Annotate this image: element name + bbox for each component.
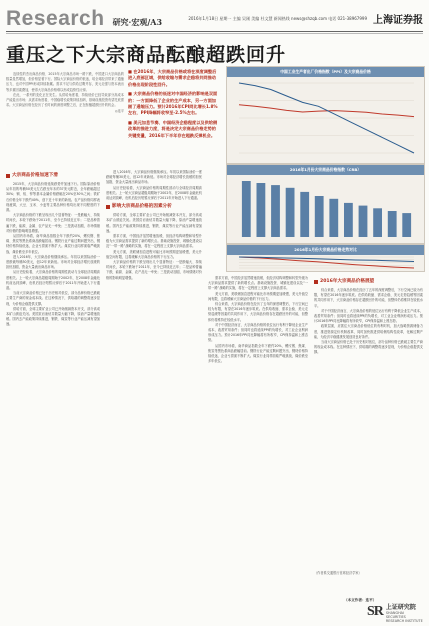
chart-compare-svg — [227, 245, 424, 271]
brand-sub: SHANGHAI SECURITIES RESEARCH INSTITUTE — [385, 610, 423, 623]
pull-quote: ■ 大宗商品价格的低迷对中国经济的影响是双面的：一方面降低了企业的生产成本，另一方面加剧了通缩压力。预计2016年CPI同比增长1.8%左右，PPI降幅将收窄至-2.5%左右。 — [128, 91, 218, 116]
pull-quote: ■ 在2016年，大宗商品价格或将在深度调整后进入底部区域，供给收缩与需求企稳将共同推动价格出现阶段性回升。 — [128, 69, 217, 87]
issue-meta: 2016年1月18日 星期一 主编 吴刚 美编 杜文慧 新闻热线 news@shzqb.com 电话 021-38967999 — [188, 15, 367, 21]
body-paragraph: 大宗商品价格的下跌呈现出几个显著特征：一是跌幅大、持续时间长，本轮下跌始于2011年，至今已持续近五年；二是品种普遍下跌，能源、金属、农产品无一幸免；三是波动加剧，市场情绪对价格的影响明显增强。 — [6, 213, 100, 233]
bar — [286, 188, 295, 237]
page-header — [6, 6, 423, 36]
masthead: 上海证券报 — [373, 15, 423, 26]
bar — [315, 196, 324, 237]
body-paragraph: 大宗商品价格的下跌呈现出几个显著特征：一是跌幅大、持续时间长，本轮下跌始于2011年，至今已持续近五年；二是品种普遍下跌，能源、金属、农产品无一幸免；三是波动加剧，市场情绪对价格的影响明显增强。 — [106, 260, 202, 280]
body-paragraph: 供给方面，全球主要矿业公司已开始削减资本开支，部分高成本矿山被迫关闭。美国页岩油钻井数量大幅下降，原油产量增速放缓。国内去产能政策持续推进，钢铁、煤炭等行业产能压减有望加速。 — [106, 213, 202, 233]
brand-name: 上证研究院 — [385, 603, 416, 611]
body-paragraph: 进入2016年，大宗商品价格继续承压。年初以来国际油价一度跌破每桶30美元，创12年来新低。市场对全球经济增长放缓的担忧加剧，资金大量流出商品市场。 — [106, 170, 202, 185]
body-paragraph: 综合来看，大宗商品价格在经历了五年的深度调整后，下行空间已较为有限，有望在2016年逐步筑底。在供给收缩、需求企稳、美元走势趋缓等因素的共同作用下，大宗商品价格存在超跌回升的可能，但整体仍将维持在较低水平。 — [314, 288, 423, 308]
bar — [344, 203, 353, 237]
body-paragraph: 2015年，大宗商品价格延续跌势并加速下行。国际原油价格从年初的每桶50美元左右跌至年末的37美元附近，全年跌幅超过30%；铜、铝、锌等基本金属价格跌幅在20%至30%之间；铁矿石价格全年下跌约40%，创下近十年来的新低。农产品价格同样表现疲弱，大豆、玉米、小麦等主要品种价格均出现不同程度的下滑。 — [6, 182, 100, 213]
article-summary — [6, 72, 124, 115]
chart-ppi — [226, 66, 425, 164]
subhead-marker — [106, 205, 110, 209]
summary-paragraph: 连续性的杰出商品价格、2015年大宗商品市场一路下跌，中国进口大宗商品的数量虽然增加，但价格显著下行。国际大宗商品价格的低迷，给全球经济带来了通缩压力，也对中国PPI形成持续拖累。需求不足与供给过剩并存，美元走强与资本流出等多重因素叠加，使得大宗商品价格难以形成趋势性反弹。 — [6, 72, 124, 92]
author-tag: （本文作者：连平） — [344, 598, 377, 602]
subhead: 影响大宗商品价格的因素分析 — [106, 203, 202, 211]
bar — [242, 181, 251, 237]
summary-paragraph: 在此，一系列的变化正在发生。从供给角度看，持续低价已经导致部分高成本产能退出市场；从需求角度看，中国稳增长政策持续加码，基础设施投资有望托底需求。大宗商品价格在经历了长时间的深度调整之后，正在酝酿超跌回升的机会。 — [6, 92, 124, 108]
subhead-marker — [6, 174, 10, 178]
body-paragraph: 需求方面，中国经济虽然增速放缓，但经济结构调整和转型升级为大宗商品需求提供了新的增长点。基础设施投资、城镇化建设以及“一带一路”战略的实施，将在一定程度上支撑大宗商品需求。 — [208, 276, 308, 291]
brand-mark: SR — [367, 604, 383, 619]
body-paragraph: 从国内市场看，南华商品指数全年下跌约20%，螺纹钢、焦煤、焦炭等黑色系商品跌幅居前。钢铁行业产能过剩问题突出，钢材价格持续低迷，企业亏损面不断扩大。煤炭行业同样面临严峻挑战，煤价跌至多年低位。 — [6, 234, 100, 254]
chart-compare — [226, 244, 425, 272]
section-word: Research — [6, 7, 105, 30]
body-paragraph: 从历史经验看，大宗商品价格的周期性波动与全球经济周期高度相关。上一轮大宗商品超级周期始于2002年，在2008年金融危机前达到顶峰，危机后经历短暂反弹后于2011年开始进入下行通道。 — [6, 270, 100, 291]
subhead: 大宗商品价格加速下滑 — [6, 172, 100, 180]
body-paragraph: 政策层面，应抓住大宗商品价格低位的有利时机，加大战略资源储备力度，推进资源定价机制改革，同时加快推进供给侧结构性改革，化解过剩产能，为经济平稳健康发展创造良好条件。 — [314, 324, 423, 339]
chart-crb-svg — [227, 165, 424, 243]
pull-quotes — [128, 69, 220, 142]
body-paragraph: 综合来看，大宗商品价格在经历了五年的深度调整后，下行空间已较为有限，有望在2016年逐步筑底。在供给收缩、需求企稳、美元走势趋缓等因素的共同作用下，大宗商品价格存在超跌回升的可能，但整体仍将维持在较低水平。 — [208, 302, 308, 322]
chart-title: 中国工业生产者出厂价格指数（PPI）及大宗商品价格 — [227, 67, 424, 77]
bar — [257, 183, 266, 237]
header-rule — [6, 31, 423, 32]
series-line — [239, 257, 414, 262]
brand-text — [386, 602, 423, 623]
body-paragraph: 需求方面，中国经济虽然增速放缓，但经济结构调整和转型升级为大宗商品需求提供了新的增长点。基础设施投资、城镇化建设以及“一带一路”战略的实施，将在一定程度上支撑大宗商品需求。 — [106, 234, 202, 249]
brand-logo — [367, 602, 423, 622]
bar — [388, 211, 397, 237]
header-right — [188, 11, 423, 26]
body-paragraph: 从历史经验看，大宗商品价格的周期性波动与全球经济周期高度相关。上一轮大宗商品超级周期始于2002年，在2008年金融危机前达到顶峰，危机后经历短暂反弹后于2011年开始进入下行通道。 — [106, 185, 202, 201]
bar — [300, 192, 309, 237]
chart-title: 2016年1月份大宗商品价格指数（CRB） — [227, 165, 424, 175]
chart-ppi-svg — [227, 67, 424, 163]
subhead-marker — [314, 280, 318, 284]
pull-quote: ■ 美元加息节奏、中国经济企稳程度以及供给侧改革的推进力度，将是决定大宗商品价格走势的关键变量，2016年下半年存在超跌反弹机会。 — [128, 119, 218, 138]
header-rule-thin — [6, 33, 423, 34]
bar — [359, 206, 368, 237]
bar — [329, 199, 338, 237]
byline: ◎连平 — [114, 109, 124, 114]
body-column-3 — [208, 276, 308, 590]
body-paragraph: 对于中国经济而言，大宗商品价格的低位运行有利于降低企业生产成本，改善贸易条件；但同时也将延续PPI的负增长，对工业企业利润形成压力。预计2016年PPI同比降幅将有所收窄，CPI保持温和上涨态势。 — [314, 308, 423, 324]
footer-note: （作者系交通银行首席经济学家） — [314, 571, 362, 575]
body-paragraph: 进入2016年，大宗商品价格继续承压。年初以来国际油价一度跌破每桶30美元，创12年来新低。市场对全球经济增长放缓的担忧加剧，资金大量流出商品市场。 — [6, 254, 100, 270]
body-paragraph: 美元方面，美联储加息进程可能比市场预期更加缓慢，美元升值空间有限，这将缓解大宗商品价格的下行压力。 — [106, 249, 202, 259]
header-left — [6, 6, 162, 30]
body-paragraph: 从国内市场看，南华商品指数全年下跌约20%，螺纹钢、焦煤、焦炭等黑色系商品跌幅居前。钢铁行业产能过剩问题突出，钢材价格持续低迷，企业亏损面不断扩大。煤炭行业同样面临严峻挑战，煤价跌至多年低位。 — [208, 343, 308, 364]
bar — [402, 213, 411, 237]
body-column-2 — [106, 170, 202, 590]
body-paragraph: 当前大宗商品价格已处于历史相对低位，部分品种价格已跌破主要生产商的现金成本线。在这种情况下，供给端的调整将逐步显现，为价格企稳提供支撑。 — [6, 291, 100, 306]
bar — [373, 208, 382, 237]
bar — [271, 185, 280, 237]
body-column-4 — [314, 276, 423, 566]
section-label: 研究·宏观/A3 — [112, 17, 163, 27]
body-paragraph: 当前大宗商品价格已处于历史相对低位，部分品种价格已跌破主要生产商的现金成本线。在这种情况下，供给端的调整将逐步显现，为价格企稳提供支撑。 — [314, 340, 423, 355]
chart-crb — [226, 164, 425, 244]
body-column-1 — [6, 170, 100, 590]
subhead: 2016年大宗商品价格展望 — [314, 278, 423, 286]
article-title: 重压之下大宗商品酝酿超跌回升 — [6, 44, 287, 66]
body-paragraph: 美元方面，美联储加息进程可能比市场预期更加缓慢，美元升值空间有限，这将缓解大宗商品价格的下行压力。 — [208, 291, 308, 301]
body-paragraph: 对于中国经济而言，大宗商品价格的低位运行有利于降低企业生产成本，改善贸易条件；但同时也将延续PPI的负增长，对工业企业利润形成压力。预计2016年PPI同比降幅将有所收窄，CPI保持温和上涨态势。 — [208, 322, 308, 343]
body-paragraph: 供给方面，全球主要矿业公司已开始削减资本开支，部分高成本矿山被迫关闭。美国页岩油钻井数量大幅下降，原油产量增速放缓。国内去产能政策持续推进，钢铁、煤炭等行业产能压减有望加速。 — [6, 306, 100, 327]
chart-title: 2016年1月份大宗商品价格走势对比 — [227, 245, 424, 255]
